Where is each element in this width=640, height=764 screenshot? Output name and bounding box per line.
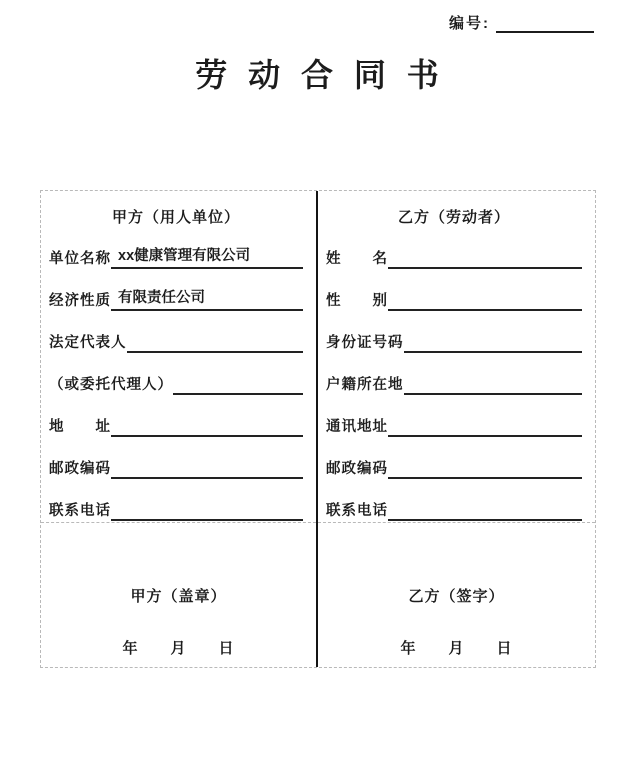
field-row-legal-representative <box>49 311 303 353</box>
field-blank-line <box>111 501 303 521</box>
document-title: 劳 动 合 同 书 <box>195 57 445 93</box>
field-blank-line: 有限责任公司 <box>111 289 303 311</box>
field-row-postal-code-a <box>49 437 303 479</box>
field-label: （或委托代理人） <box>49 377 173 393</box>
field-blank-line <box>111 417 303 437</box>
field-label: 通讯地址 <box>326 419 388 435</box>
party-b-column <box>318 191 595 667</box>
document-number-label: 编号: <box>449 15 490 32</box>
party-a-column <box>41 191 318 667</box>
party-b-sign-label: 乙方（签字） <box>408 588 505 605</box>
field-label: 姓 名 <box>326 251 388 267</box>
field-row-postal-code-b <box>326 437 582 479</box>
party-b-header: 乙方（劳动者） <box>397 209 510 226</box>
party-a-date-line: 年 月 日 <box>122 640 235 657</box>
party-b-date-line: 年 月 日 <box>400 640 513 657</box>
field-label: 经济性质 <box>49 293 111 309</box>
party-b-fields-section <box>318 191 595 523</box>
field-blank-line <box>127 333 304 353</box>
field-blank-line <box>404 333 583 353</box>
field-row-phone-b <box>326 479 582 521</box>
field-blank-line <box>173 375 303 395</box>
field-row-mailing-address <box>326 395 582 437</box>
field-label: 法定代表人 <box>49 335 127 351</box>
field-label: 户籍所在地 <box>326 377 404 393</box>
field-label: 性 别 <box>326 293 388 309</box>
field-label: 联系电话 <box>326 503 388 519</box>
field-row-company-name <box>49 227 303 269</box>
field-blank-line <box>388 417 582 437</box>
field-blank-line <box>388 459 582 479</box>
field-label: 联系电话 <box>49 503 111 519</box>
contract-parties-table <box>40 190 596 668</box>
party-a-header: 甲方（用人单位） <box>111 209 240 226</box>
party-b-signature-section <box>318 523 595 667</box>
field-blank-line: xx健康管理有限公司 <box>111 247 303 269</box>
field-blank-line <box>404 375 583 395</box>
field-row-phone-a <box>49 479 303 521</box>
field-row-household-registration <box>326 353 582 395</box>
field-blank-line <box>388 249 582 269</box>
field-row-name <box>326 227 582 269</box>
field-label: 单位名称 <box>49 251 111 267</box>
field-label: 邮政编码 <box>49 461 111 477</box>
document-number-blank-line <box>496 15 594 33</box>
document-number-row <box>449 12 594 33</box>
field-row-id-number <box>326 311 582 353</box>
party-a-seal-label: 甲方（盖章） <box>130 588 227 605</box>
field-label: 地 址 <box>49 419 111 435</box>
field-row-economic-type <box>49 269 303 311</box>
field-blank-line <box>388 501 582 521</box>
field-row-address-a <box>49 395 303 437</box>
field-blank-line <box>111 459 303 479</box>
field-blank-line <box>388 291 582 311</box>
field-label: 身份证号码 <box>326 335 404 351</box>
field-row-entrusted-agent <box>49 353 303 395</box>
party-a-signature-section <box>41 523 316 667</box>
field-label: 邮政编码 <box>326 461 388 477</box>
party-a-fields-section <box>41 191 316 523</box>
field-row-gender <box>326 269 582 311</box>
